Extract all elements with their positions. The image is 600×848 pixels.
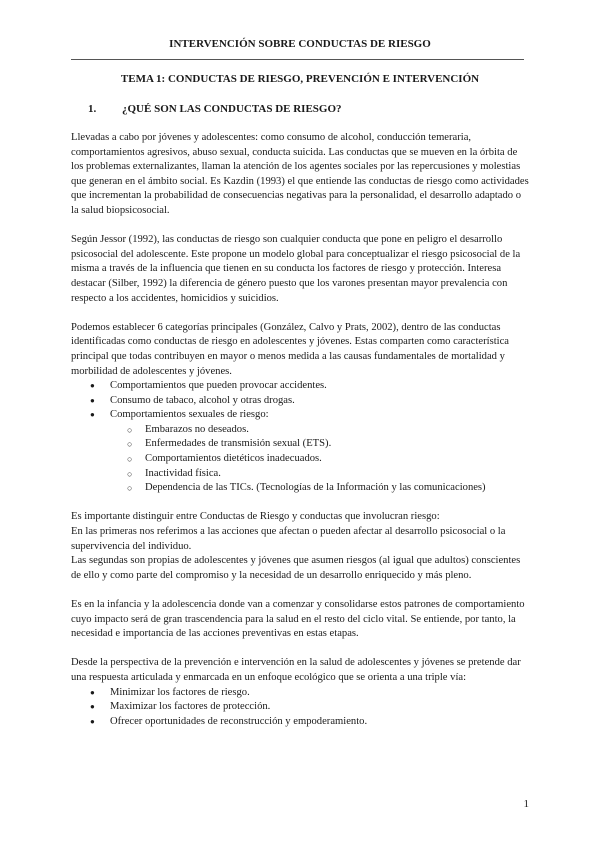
sub-list	[110, 423, 529, 496]
list-item	[71, 408, 529, 496]
paragraph-first-type: En las primeras nos referimos a las acciones que afectan o pueden afectar al desarrollo psicosocial o la supervivencia del individuo.	[71, 526, 506, 552]
list-item: ● Ofrecer oportunidades de reconstrucción y empoderamiento.	[71, 715, 529, 730]
paragraph-childhood: Es en la infancia y la adolescencia donde van a comenzar y consolidarse estos patrones de comportamiento cuyo impacto será de gran trascendencia para la salud en el resto del ciclo vital. Se entiende, por tanto, la necesidad e importancia de las acciones preventivas en estas etapas.	[71, 599, 525, 640]
topic-title: TEMA 1: CONDUCTAS DE RIESGO, PREVENCIÓN E INTERVENCIÓN	[120, 73, 480, 85]
paragraph-distinction: Es importante distinguir entre Conductas de Riesgo y conductas que involucran riesgo:	[71, 511, 440, 523]
list-item-label: Comportamientos sexuales de riesgo:	[110, 409, 269, 421]
list-item: ● Comportamientos que pueden provocar accidentes.	[71, 379, 529, 394]
running-header: INTERVENCIÓN SOBRE CONDUCTAS DE RIESGO	[169, 38, 431, 50]
section-heading	[88, 102, 342, 117]
sub-list-item: ○ Embarazos no deseados.	[110, 423, 529, 438]
paragraph-prevention: Desde la perspectiva de la prevención e intervención en la salud de adolescentes y jóvenes se pretende dar una respuesta articulada y enmarcada en un enfoque ecológico que se orienta a una triple vía:	[71, 657, 521, 683]
section-title: ¿QUÉ SON LAS CONDUCTAS DE RIESGO?	[122, 103, 342, 115]
paragraph-definition: Llevadas a cabo por jóvenes y adolescentes: como consumo de alcohol, conducción temeraria, comportamientos agresivos, abuso sexual, conducta suicida. Las conductas que se mueven en la órbita de los problemas externalizantes, llaman la atención de los agentes sociales por las repercusiones y molestias que generan en el ámbito social. Es Kazdin (1993) el que entiende las conductas de riesgo como actividades que incrementan la probabilidad de consecuencias negativas para la personalidad, el desarrollo adaptado o la salud biopsicosocial.	[71, 132, 529, 216]
section-number: 1.	[88, 103, 97, 115]
list-item: ● Maximizar los factores de protección.	[71, 700, 529, 715]
paragraph-jessor: Según Jessor (1992), las conductas de riesgo son cualquier conducta que pone en peligro el desarrollo psicosocial del adolescente. Este propone un modelo global para conceptualizar el riesgo psicosocial de la misma a través de la influencia que tienen en su conducta los factores de riesgo y protección. Interesa destacar (Silber, 1992) la diferencia de género puesto que los varones presentan mayor prevalencia con respecto a los accidentes, homicidios y suicidios.	[71, 234, 521, 304]
page-number: 1	[523, 798, 529, 810]
list-item: ● Consumo de tabaco, alcohol y otras drogas.	[71, 394, 529, 409]
sub-list-item: ○ Enfermedades de transmisión sexual (ETS).	[110, 437, 529, 452]
sub-list-item: ○ Comportamientos dietéticos inadecuados.	[110, 452, 529, 467]
paragraph-second-type: Las segundas son propias de adolescentes y jóvenes que asumen riesgos (al igual que adultos) conscientes de ello y como parte del compromiso y la necesidad de un desarrollo enriquecido y más pleno.	[71, 555, 521, 581]
header-divider	[71, 59, 524, 60]
document-body	[71, 131, 529, 729]
spacer	[71, 496, 529, 511]
list-item: ● Minimizar los factores de riesgo.	[71, 686, 529, 701]
paragraph-categories: Podemos establecer 6 categorías principales (González, Calvo y Prats, 2002), dentro de las conductas identificadas como conductas de riesgo en adolescentes y jóvenes. Estas comparten como característica principal que todas contribuyen en mayor o menos medida a las causas fundamentales de mortalidad y morbilidad de adolescentes y jóvenes.	[71, 321, 509, 377]
triple-via-list	[71, 686, 529, 730]
sub-list-item: ○ Dependencia de las TICs. (Tecnologías de la Información y las comunicaciones)	[110, 481, 529, 496]
sub-list-item: ○ Inactividad física.	[110, 467, 529, 482]
category-list	[71, 379, 529, 496]
